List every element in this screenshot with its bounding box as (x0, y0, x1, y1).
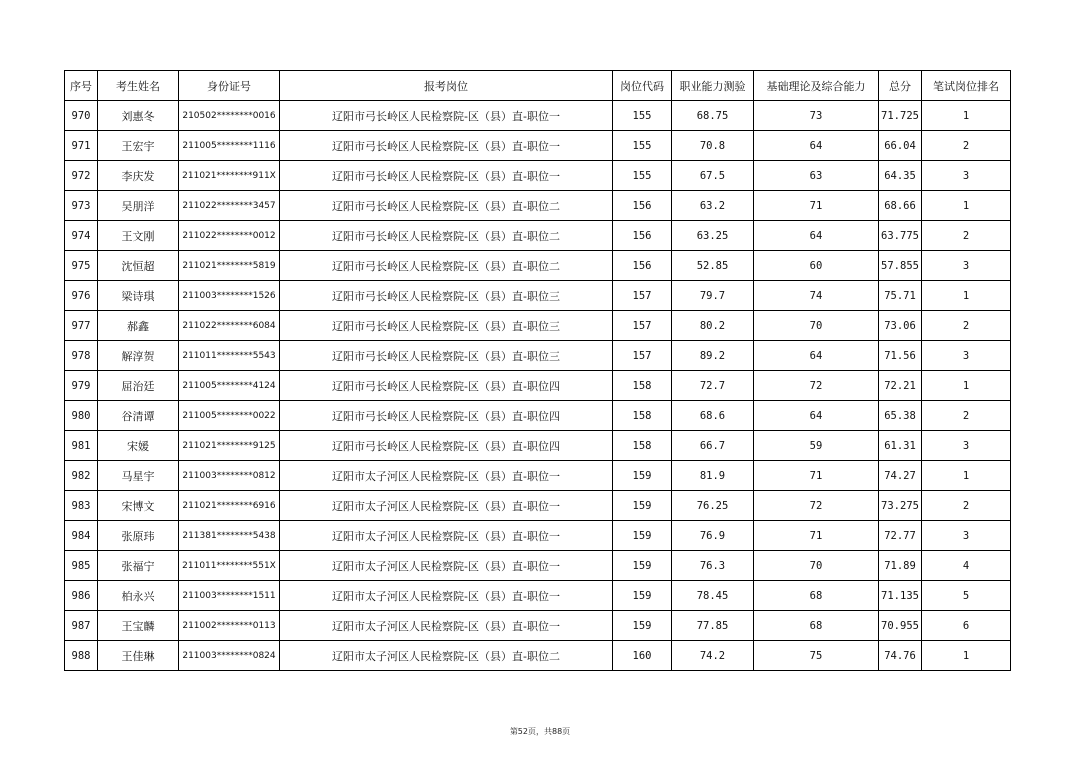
cell-total: 66.04 (879, 131, 922, 161)
cell-name: 柏永兴 (98, 581, 179, 611)
cell-total: 57.855 (879, 251, 922, 281)
cell-aptitude-test: 76.9 (672, 521, 754, 551)
cell-name: 宋博文 (98, 491, 179, 521)
cell-rank: 2 (922, 311, 1011, 341)
cell-total: 73.06 (879, 311, 922, 341)
cell-name: 王宝麟 (98, 611, 179, 641)
table-row (65, 521, 1011, 551)
cell-aptitude-test: 77.85 (672, 611, 754, 641)
cell-seq: 978 (65, 341, 98, 371)
cell-seq: 973 (65, 191, 98, 221)
cell-rank: 1 (922, 281, 1011, 311)
cell-name: 屈治廷 (98, 371, 179, 401)
cell-total: 71.725 (879, 101, 922, 131)
cell-seq: 986 (65, 581, 98, 611)
cell-seq: 983 (65, 491, 98, 521)
cell-name: 刘惠冬 (98, 101, 179, 131)
cell-total: 64.35 (879, 161, 922, 191)
table-row (65, 281, 1011, 311)
cell-theory-score: 71 (754, 521, 879, 551)
cell-id-card: 211022********6084 (179, 311, 280, 341)
cell-name: 王文刚 (98, 221, 179, 251)
cell-aptitude-test: 80.2 (672, 311, 754, 341)
page-number: 第52页，共88页 (509, 727, 571, 736)
cell-theory-score: 64 (754, 131, 879, 161)
cell-total: 70.955 (879, 611, 922, 641)
cell-position: 辽阳市弓长岭区人民检察院-区（县）直-职位四 (280, 401, 613, 431)
cell-position: 辽阳市弓长岭区人民检察院-区（县）直-职位一 (280, 131, 613, 161)
cell-aptitude-test: 70.8 (672, 131, 754, 161)
cell-rank: 2 (922, 221, 1011, 251)
results-table (64, 70, 1011, 671)
cell-total: 71.56 (879, 341, 922, 371)
cell-id-card: 211021********6916 (179, 491, 280, 521)
cell-aptitude-test: 63.2 (672, 191, 754, 221)
header-position: 报考岗位 (280, 71, 613, 101)
table-row (65, 461, 1011, 491)
cell-seq: 975 (65, 251, 98, 281)
cell-position: 辽阳市弓长岭区人民检察院-区（县）直-职位一 (280, 161, 613, 191)
cell-total: 72.21 (879, 371, 922, 401)
cell-position: 辽阳市弓长岭区人民检察院-区（县）直-职位二 (280, 221, 613, 251)
cell-position: 辽阳市太子河区人民检察院-区（县）直-职位一 (280, 491, 613, 521)
cell-id-card: 211002********0113 (179, 611, 280, 641)
cell-theory-score: 70 (754, 551, 879, 581)
cell-rank: 1 (922, 191, 1011, 221)
cell-theory-score: 64 (754, 341, 879, 371)
cell-rank: 1 (922, 101, 1011, 131)
cell-position: 辽阳市弓长岭区人民检察院-区（县）直-职位一 (280, 101, 613, 131)
cell-rank: 6 (922, 611, 1011, 641)
cell-position: 辽阳市弓长岭区人民检察院-区（县）直-职位二 (280, 251, 613, 281)
cell-aptitude-test: 74.2 (672, 641, 754, 671)
cell-position-code: 155 (613, 131, 672, 161)
table-row (65, 491, 1011, 521)
cell-seq: 971 (65, 131, 98, 161)
cell-theory-score: 72 (754, 491, 879, 521)
cell-total: 65.38 (879, 401, 922, 431)
cell-name: 王佳琳 (98, 641, 179, 671)
cell-id-card: 211005********1116 (179, 131, 280, 161)
cell-aptitude-test: 67.5 (672, 161, 754, 191)
cell-position-code: 157 (613, 341, 672, 371)
cell-aptitude-test: 79.7 (672, 281, 754, 311)
cell-name: 谷清谭 (98, 401, 179, 431)
cell-position: 辽阳市太子河区人民检察院-区（县）直-职位二 (280, 641, 613, 671)
cell-total: 74.27 (879, 461, 922, 491)
header-seq: 序号 (65, 71, 98, 101)
cell-aptitude-test: 52.85 (672, 251, 754, 281)
header-name: 考生姓名 (98, 71, 179, 101)
table-row (65, 191, 1011, 221)
cell-rank: 3 (922, 251, 1011, 281)
cell-position: 辽阳市太子河区人民检察院-区（县）直-职位一 (280, 551, 613, 581)
cell-aptitude-test: 89.2 (672, 341, 754, 371)
cell-aptitude-test: 66.7 (672, 431, 754, 461)
cell-aptitude-test: 68.75 (672, 101, 754, 131)
cell-position-code: 157 (613, 311, 672, 341)
cell-seq: 972 (65, 161, 98, 191)
cell-position-code: 160 (613, 641, 672, 671)
cell-seq: 977 (65, 311, 98, 341)
cell-total: 71.89 (879, 551, 922, 581)
cell-name: 梁诗琪 (98, 281, 179, 311)
cell-seq: 974 (65, 221, 98, 251)
cell-name: 郝鑫 (98, 311, 179, 341)
cell-rank: 2 (922, 401, 1011, 431)
table-row (65, 341, 1011, 371)
table-body (65, 101, 1011, 671)
table-row (65, 251, 1011, 281)
cell-theory-score: 75 (754, 641, 879, 671)
cell-position-code: 158 (613, 431, 672, 461)
cell-position-code: 159 (613, 581, 672, 611)
header-aptitude-test: 职业能力测验 (672, 71, 754, 101)
cell-id-card: 210502********0016 (179, 101, 280, 131)
cell-theory-score: 68 (754, 611, 879, 641)
table-header (65, 71, 1011, 101)
cell-theory-score: 64 (754, 401, 879, 431)
cell-total: 71.135 (879, 581, 922, 611)
cell-position: 辽阳市太子河区人民检察院-区（县）直-职位一 (280, 581, 613, 611)
cell-id-card: 211021********5819 (179, 251, 280, 281)
cell-position-code: 156 (613, 221, 672, 251)
cell-name: 王宏宇 (98, 131, 179, 161)
cell-seq: 976 (65, 281, 98, 311)
cell-total: 75.71 (879, 281, 922, 311)
cell-position-code: 159 (613, 551, 672, 581)
cell-position: 辽阳市弓长岭区人民检察院-区（县）直-职位三 (280, 341, 613, 371)
cell-rank: 3 (922, 431, 1011, 461)
cell-position: 辽阳市弓长岭区人民检察院-区（县）直-职位三 (280, 311, 613, 341)
cell-seq: 970 (65, 101, 98, 131)
cell-id-card: 211021********9125 (179, 431, 280, 461)
cell-rank: 5 (922, 581, 1011, 611)
cell-aptitude-test: 63.25 (672, 221, 754, 251)
cell-id-card: 211022********3457 (179, 191, 280, 221)
table-row (65, 131, 1011, 161)
cell-position-code: 157 (613, 281, 672, 311)
cell-id-card: 211021********911X (179, 161, 280, 191)
table-row (65, 101, 1011, 131)
header-id-card: 身份证号 (179, 71, 280, 101)
cell-theory-score: 73 (754, 101, 879, 131)
cell-rank: 3 (922, 341, 1011, 371)
cell-total: 61.31 (879, 431, 922, 461)
header-rank: 笔试岗位排名 (922, 71, 1011, 101)
cell-name: 宋媛 (98, 431, 179, 461)
cell-name: 李庆发 (98, 161, 179, 191)
cell-rank: 1 (922, 641, 1011, 671)
table-row (65, 431, 1011, 461)
cell-position: 辽阳市太子河区人民检察院-区（县）直-职位一 (280, 461, 613, 491)
cell-id-card: 211005********4124 (179, 371, 280, 401)
cell-total: 74.76 (879, 641, 922, 671)
cell-position-code: 158 (613, 371, 672, 401)
cell-theory-score: 70 (754, 311, 879, 341)
cell-theory-score: 74 (754, 281, 879, 311)
cell-position: 辽阳市弓长岭区人民检察院-区（县）直-职位二 (280, 191, 613, 221)
table-row (65, 311, 1011, 341)
header-position-code: 岗位代码 (613, 71, 672, 101)
cell-position-code: 155 (613, 101, 672, 131)
cell-rank: 3 (922, 521, 1011, 551)
cell-id-card: 211381********5438 (179, 521, 280, 551)
cell-seq: 987 (65, 611, 98, 641)
table-row (65, 611, 1011, 641)
table-row (65, 221, 1011, 251)
cell-name: 吴朋洋 (98, 191, 179, 221)
cell-id-card: 211011********5543 (179, 341, 280, 371)
cell-name: 马星宇 (98, 461, 179, 491)
cell-position-code: 159 (613, 611, 672, 641)
cell-rank: 1 (922, 371, 1011, 401)
cell-position-code: 156 (613, 191, 672, 221)
cell-position: 辽阳市弓长岭区人民检察院-区（县）直-职位三 (280, 281, 613, 311)
cell-position-code: 159 (613, 491, 672, 521)
cell-rank: 4 (922, 551, 1011, 581)
table-row (65, 581, 1011, 611)
cell-rank: 2 (922, 131, 1011, 161)
cell-rank: 2 (922, 491, 1011, 521)
cell-position-code: 155 (613, 161, 672, 191)
cell-aptitude-test: 78.45 (672, 581, 754, 611)
cell-aptitude-test: 76.3 (672, 551, 754, 581)
cell-seq: 985 (65, 551, 98, 581)
cell-aptitude-test: 76.25 (672, 491, 754, 521)
header-row (65, 71, 1011, 101)
cell-theory-score: 71 (754, 191, 879, 221)
cell-theory-score: 59 (754, 431, 879, 461)
table-row (65, 161, 1011, 191)
cell-position-code: 159 (613, 461, 672, 491)
cell-id-card: 211005********0022 (179, 401, 280, 431)
cell-id-card: 211003********1511 (179, 581, 280, 611)
cell-name: 解淳贺 (98, 341, 179, 371)
cell-id-card: 211003********1526 (179, 281, 280, 311)
cell-aptitude-test: 81.9 (672, 461, 754, 491)
cell-theory-score: 72 (754, 371, 879, 401)
table-row (65, 371, 1011, 401)
table-row (65, 401, 1011, 431)
cell-total: 68.66 (879, 191, 922, 221)
cell-id-card: 211011********551X (179, 551, 280, 581)
cell-seq: 982 (65, 461, 98, 491)
cell-seq: 979 (65, 371, 98, 401)
cell-rank: 3 (922, 161, 1011, 191)
cell-aptitude-test: 68.6 (672, 401, 754, 431)
cell-theory-score: 60 (754, 251, 879, 281)
cell-theory-score: 68 (754, 581, 879, 611)
cell-position: 辽阳市弓长岭区人民检察院-区（县）直-职位四 (280, 431, 613, 461)
cell-position: 辽阳市太子河区人民检察院-区（县）直-职位一 (280, 611, 613, 641)
cell-rank: 1 (922, 461, 1011, 491)
cell-id-card: 211003********0824 (179, 641, 280, 671)
cell-position-code: 158 (613, 401, 672, 431)
cell-aptitude-test: 72.7 (672, 371, 754, 401)
cell-id-card: 211003********0812 (179, 461, 280, 491)
cell-seq: 980 (65, 401, 98, 431)
cell-id-card: 211022********0012 (179, 221, 280, 251)
header-total: 总分 (879, 71, 922, 101)
cell-seq: 988 (65, 641, 98, 671)
cell-seq: 984 (65, 521, 98, 551)
cell-seq: 981 (65, 431, 98, 461)
cell-theory-score: 64 (754, 221, 879, 251)
cell-name: 张福宁 (98, 551, 179, 581)
cell-position-code: 156 (613, 251, 672, 281)
table-row (65, 641, 1011, 671)
cell-name: 沈恒超 (98, 251, 179, 281)
cell-position: 辽阳市太子河区人民检察院-区（县）直-职位一 (280, 521, 613, 551)
cell-total: 72.77 (879, 521, 922, 551)
table-row (65, 551, 1011, 581)
cell-total: 73.275 (879, 491, 922, 521)
cell-position-code: 159 (613, 521, 672, 551)
cell-name: 张原玮 (98, 521, 179, 551)
cell-theory-score: 63 (754, 161, 879, 191)
cell-theory-score: 71 (754, 461, 879, 491)
header-theory-score: 基础理论及综合能力 (754, 71, 879, 101)
cell-total: 63.775 (879, 221, 922, 251)
cell-position: 辽阳市弓长岭区人民检察院-区（县）直-职位四 (280, 371, 613, 401)
